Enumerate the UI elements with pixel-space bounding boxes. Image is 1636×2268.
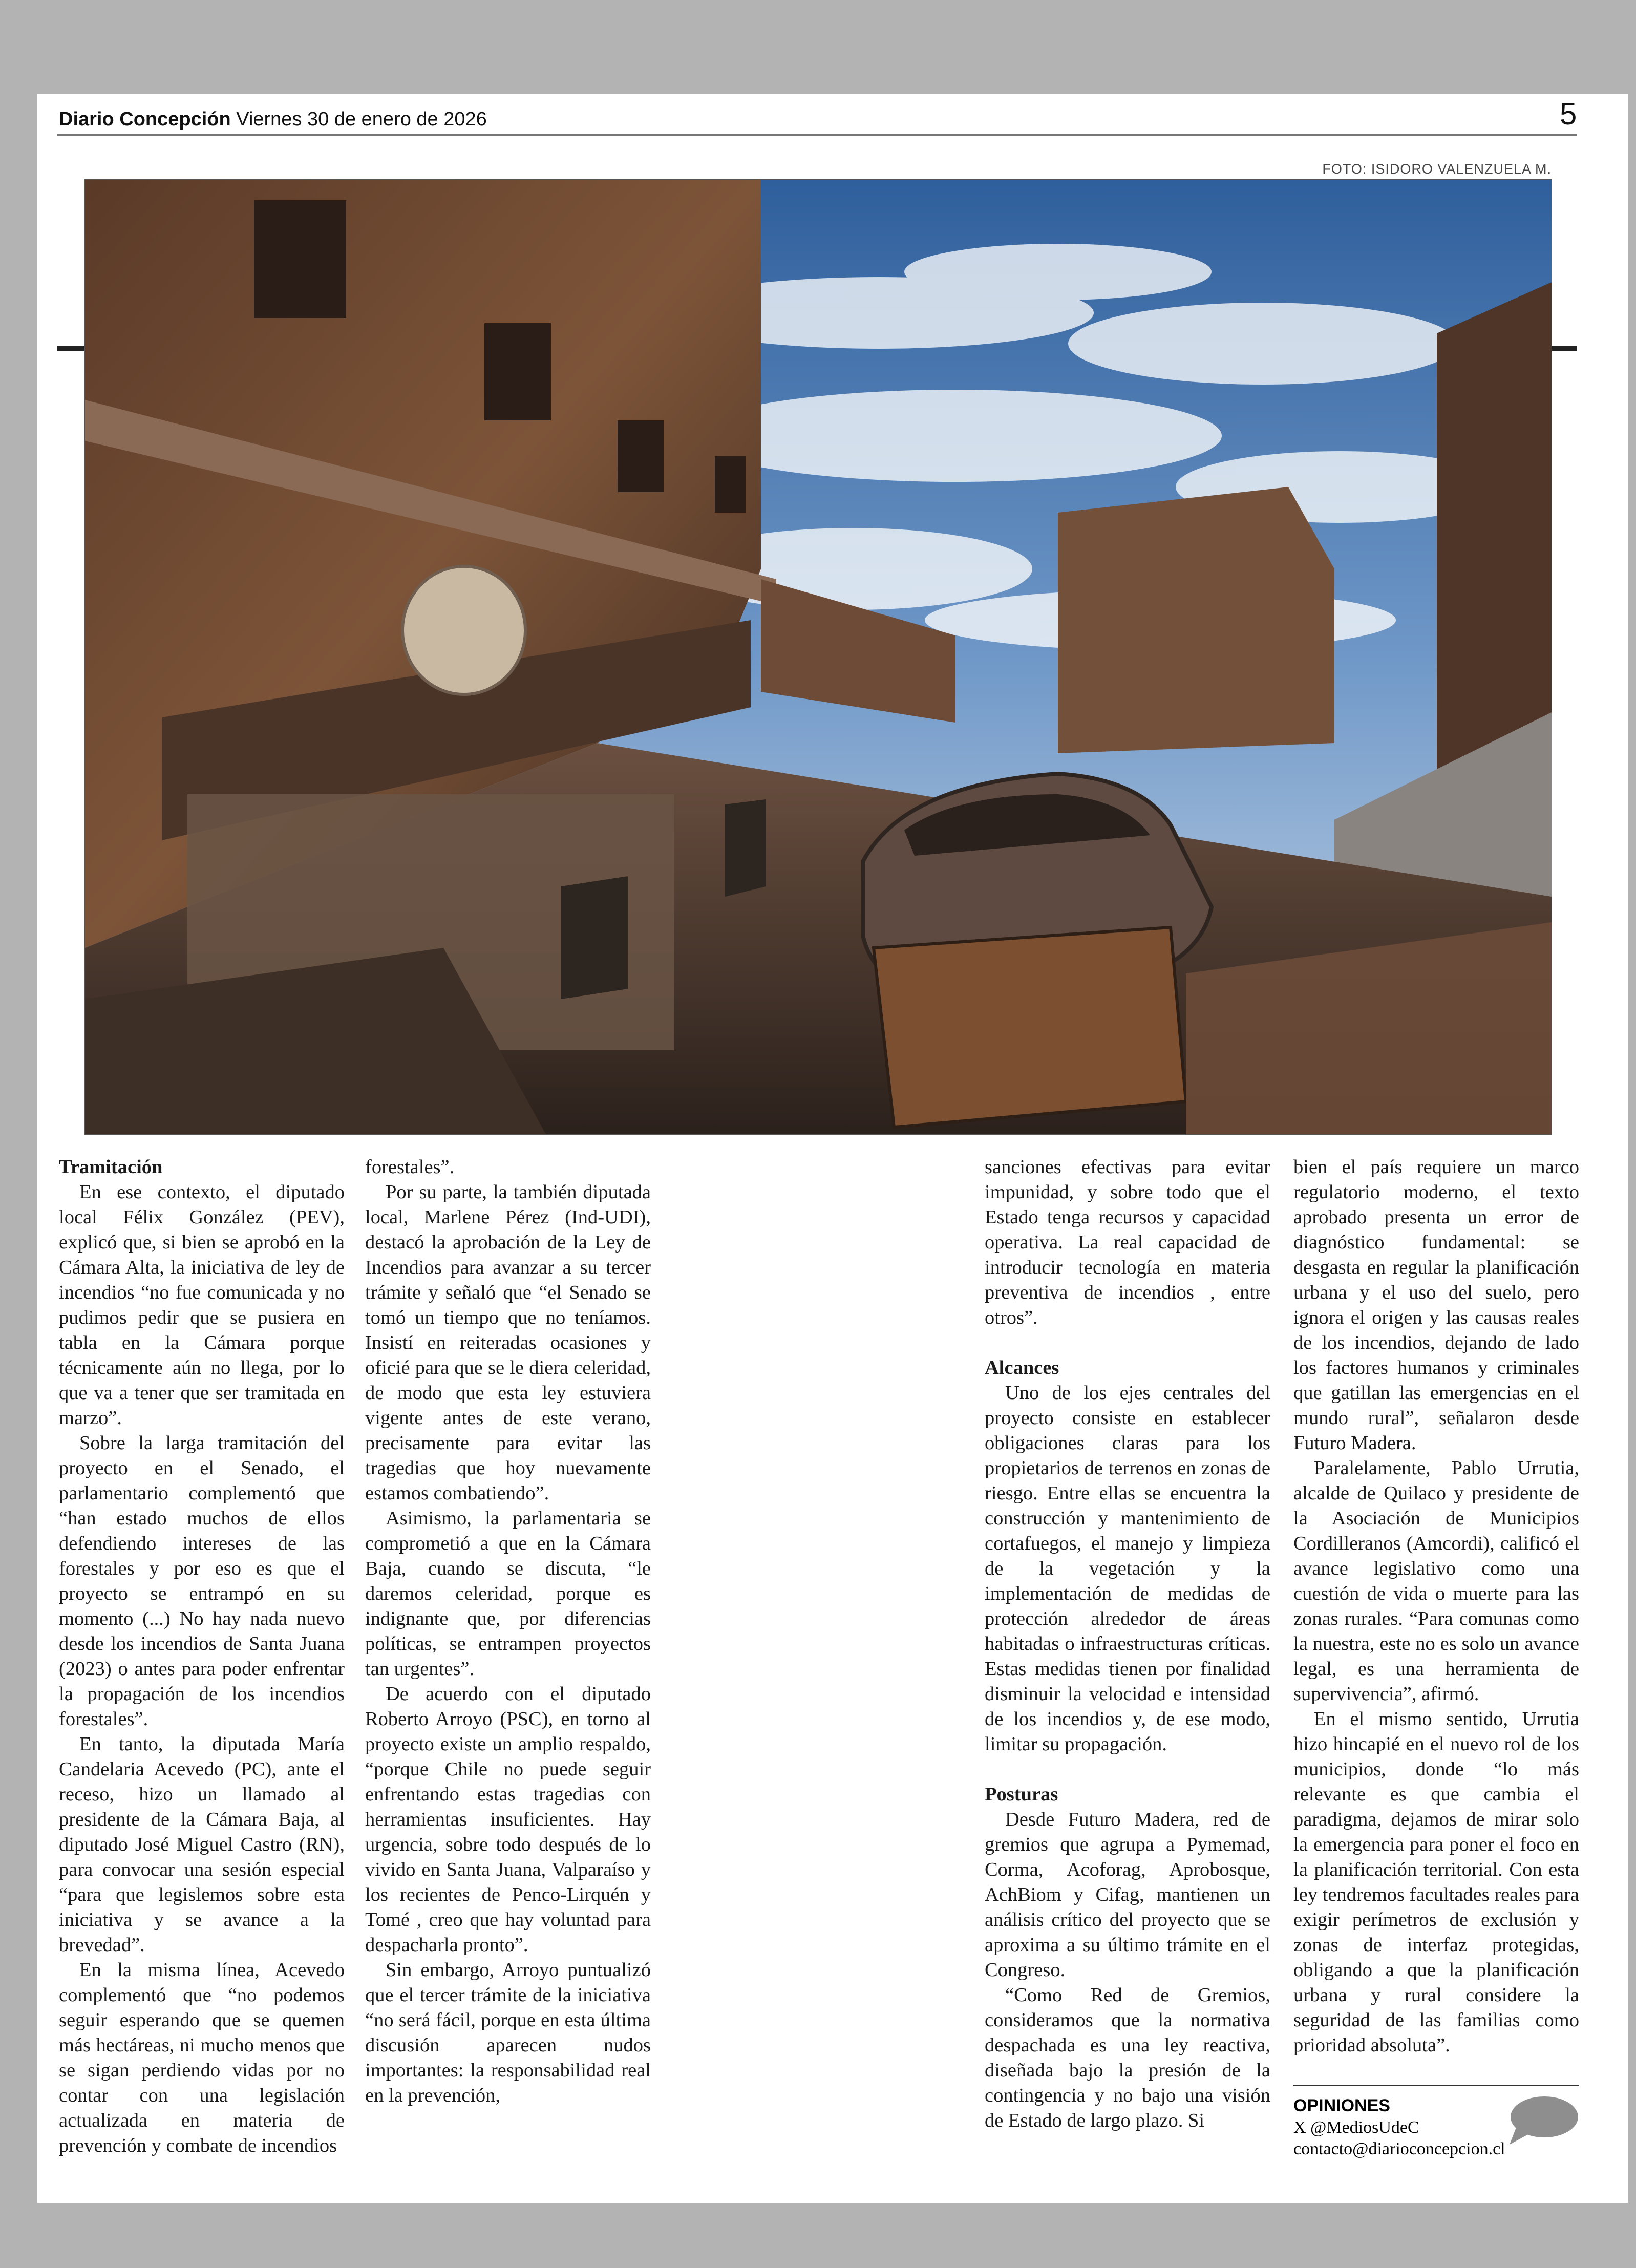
paragraph: Desde Futuro Madera, red de gremios que agrupa a Pymemad, Corma, Acoforag, Aprobosque, AchBiom y Cifag, mantienen un análisis crítico del proyecto que se aproxima a su último trámite en el Congreso.	[985, 1809, 1270, 1981]
paragraph: En el mismo sentido, Urrutia hizo hincapié en el nuevo rol de los municipios, donde “lo más relevante es que cambia el paradigma, dejamos de mirar solo la emergencia para poner el foco en la planificación territorial. Con esta ley tendremos facultades reales para exigir perímetros de exclusión y zonas de interfaz protegidas, obligando a que la planificación urbana y rural considere la seguridad de las familias como prioridad absoluta”.	[1293, 1708, 1579, 2056]
subheading-tramitacion: Tramitación	[59, 1156, 163, 1178]
paragraph: En la misma línea, Acevedo complementó que “no podemos seguir esperando que se quemen más hectáreas, ni mucho menos que se sigan perdiendo vidas por no contar con una legislación actualizada en materia de prevención y combate de incendios	[59, 1959, 345, 2156]
paragraph: De acuerdo con el diputado Roberto Arroyo (PSC), en torno al proyecto existe un amplio respaldo, “porque Chile no puede seguir enfrentando estas tragedias con herramientas insuficientes. Hay urgencia, sobre todo después de lo vivido en Santa Juana, Valparaíso y los recientes de Penco-Lirquén y Tomé , creo que hay voluntad para despacharla pronto”.	[365, 1683, 651, 1956]
paragraph: Uno de los ejes centrales del proyecto consiste en establecer obligaciones claras para los propietarios de terrenos en zonas de riesgo. Entre ellas se encuentra la construcción y mantenimiento de cortafuegos, el manejo y limpieza de la vegetación y la implementación de medidas de protección alrededor de áreas habitadas o infraestructuras críticas. Estas medidas tienen por finalidad disminuir la velocidad e intensidad de los incendios y, de ese modo, limitar su propagación.	[985, 1382, 1270, 1755]
burned-buildings-photo	[84, 179, 1552, 1135]
paragraph: Sobre la larga tramitación del proyecto en el Senado, el parlamentario complementó que “han estado muchos de ellos defendiendo intereses de las forestales y por eso es que el proyecto se entrampó en su momento (...) No hay nada nuevo desde los incendios de Santa Juana (2023) o antes para poder enfrentar la propagación de los incendios forestales”.	[59, 1432, 345, 1730]
paragraph: Paralelamente, Pablo Urrutia, alcalde de Quilaco y presidente de la Asociación de Municipios Cordilleranos (Amcordi), calificó el avance legislativo como una cuestión de vida o muerte para las zonas rurales. “Para comunas como la nuestra, este no es solo un avance legal, es una herramienta de supervivencia”, afirmó.	[1293, 1457, 1579, 1705]
photo-credit: FOTO: ISIDORO VALENZUELA M.	[1322, 161, 1552, 177]
paragraph-continuation: sanciones efectivas para evitar impunidad, y sobre todo que el Estado tenga recursos y capacidad operativa. La real capacidad de introducir tecnología en materia preventiva de incendios , entre otros”.	[985, 1156, 1270, 1328]
paragraph: Sin embargo, Arroyo puntualizó que el tercer trámite de la iniciativa “no será fácil, porque en esta última discusión aparecen nudos importantes: la responsabilidad real en la prevención,	[365, 1959, 651, 2106]
paragraph: “Como Red de Gremios, consideramos que la normativa despachada es una ley reactiva, diseñada bajo la presión de la contingencia y no bajo una visión de Estado de largo plazo. Si	[985, 1984, 1270, 2131]
subheading-posturas: Posturas	[985, 1784, 1058, 1805]
paragraph-continuation: bien el país requiere un marco regulatorio moderno, el texto aprobado presenta un error de diagnóstico fundamental: se desgasta en regular la planificación urbana y el uso del suelo, pero ignora el origen y las causas reales de los incendios, dejando de lado los factores humanos y criminales que gatillan las emergencias en el mundo rural”, señalaron desde Futuro Madera.	[1293, 1156, 1579, 1454]
paragraph: Por su parte, la también diputada local, Marlene Pérez (Ind-UDI), destacó la aprobación de la Ley de Incendios para avanzar a su tercer trámite y señaló que “el Senado se tomó un tiempo que no teníamos. Insistí en reiteradas ocasiones y oficié para que se le diera celeridad, de modo que esta ley estuviera vigente antes de este verano, precisamente para evitar las tragedias que hoy nuevamente estamos combatiendo”.	[365, 1181, 651, 1504]
paragraph-continuation: forestales”.	[365, 1156, 455, 1178]
issue-date: Viernes 30 de enero de 2026	[236, 109, 487, 130]
page-number: 5	[1560, 97, 1577, 131]
opinions-title: OPINIONES	[1293, 2096, 1390, 2115]
article-column-3	[985, 1155, 1270, 2133]
article-column-1	[59, 1155, 345, 2158]
speech-bubble-icon	[1507, 2095, 1579, 2149]
subheading-alcances: Alcances	[985, 1357, 1059, 1379]
opinions-social[interactable]: X @MediosUdeC	[1293, 2118, 1419, 2137]
opinions-email[interactable]: contacto@diarioconcepcion.cl	[1293, 2139, 1505, 2158]
masthead	[59, 109, 487, 131]
article-column-4	[1293, 1155, 1579, 2058]
header-rule	[57, 134, 1577, 136]
decorative-bar-left	[57, 346, 88, 351]
opinions-rule	[1293, 2085, 1579, 2086]
article-column-2	[365, 1155, 651, 2108]
paragraph: Asimismo, la parlamentaria se comprometió a que en la Cámara Baja, cuando se discuta, “le daremos celeridad, porque es indignante que, por diferencias políticas, se entrampen proyectos tan urgentes”.	[365, 1508, 651, 1680]
newspaper-name: Diario Concepción	[59, 109, 231, 130]
paragraph: En ese contexto, el diputado local Félix González (PEV), explicó que, si bien se aprobó en la Cámara Alta, la iniciativa de ley de incendios “no fue comunicada y no pudimos pedir que se pusiera en tabla en la Cámara porque técnicamente aún no llega, por lo que va a tener que ser tramitada en marzo”.	[59, 1181, 345, 1429]
paragraph: En tanto, la diputada María Candelaria Acevedo (PC), ante el receso, hizo un llamado al presidente de la Cámara Baja, al diputado José Miguel Castro (RN), para convocar una sesión especial “para que legislemos sobre esta iniciativa y se avance a la brevedad”.	[59, 1733, 345, 1956]
